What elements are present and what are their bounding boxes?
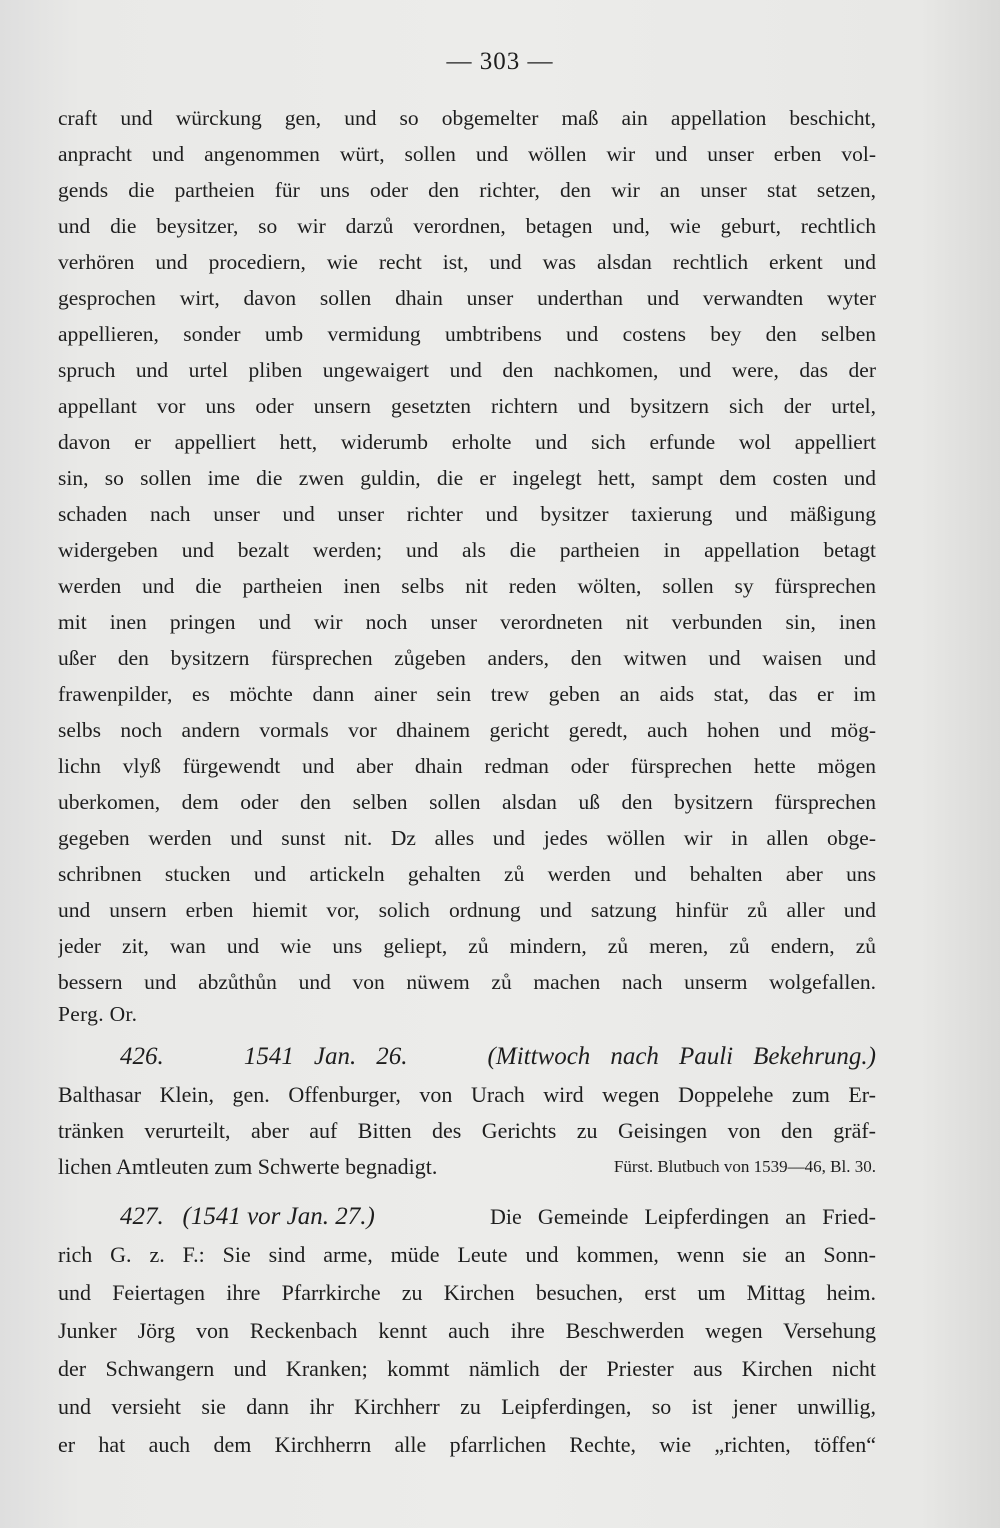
text-line: craft und würckung gen, und so obgemelter maß ain appellation beschicht, <box>58 106 876 130</box>
text-line: und versieht sie dann ihr Kirchherr zu Leipferdingen, so ist jener unwillig, <box>58 1394 876 1419</box>
source-note: Fürst. Blutbuch von 1539—46, Bl. 30. <box>613 1157 876 1176</box>
text-line: Balthasar Klein, gen. Offenburger, von Urach wird wegen Doppelehe zum Er- <box>58 1082 876 1107</box>
text-line: bessern und abzůthůn und von nüwem zů machen nach unserm wolgefallen. <box>58 970 876 994</box>
text-line: widergeben und bezalt werden; und als die partheien in appellation betagt <box>58 538 876 562</box>
text-line: werden und die partheien inen selbs nit reden wölten, sollen sy fürsprechen <box>58 574 876 598</box>
text-line: der Schwangern und Kranken; kommt nämlich der Priester aus Kirchen nicht <box>58 1356 876 1381</box>
text-line: er hat auch dem Kirchherrn alle pfarrlichen Rechte, wie „richten, töffen“ <box>58 1432 876 1457</box>
page-number: — 303 — <box>446 48 554 75</box>
text-line: frawenpilder, es möchte dann ainer sein trew geben an aids stat, das er im <box>58 682 876 706</box>
text-line: anpracht und angenommen würt, sollen und wöllen wir und unser erben vol- <box>58 142 876 166</box>
text-line: davon er appelliert hett, widerumb erholte und sich erfunde wol appelliert <box>58 430 876 454</box>
text-line: selbs noch andern vormals vor dhainem gericht geredt, auch hohen und mög- <box>58 718 876 742</box>
text-line: spruch und urtel pliben ungewaigert und den nachkomen, und were, das der <box>58 358 876 382</box>
text-line: gegeben werden und sunst nit. Dz alles und jedes wöllen wir in allen obge- <box>58 826 876 850</box>
entry-heading: 427. (1541 vor Jan. 27.) <box>120 1203 375 1230</box>
text-line: und Feiertagen ihre Pfarrkirche zu Kirchen besuchen, erst um Mittag heim. <box>58 1280 876 1305</box>
text-line: gends die partheien für uns oder den richter, den wir an unser stat setzen, <box>58 178 876 202</box>
text-line: uberkomen, dem oder den selben sollen alsdan uß den bysitzern fürsprechen <box>58 790 876 814</box>
text-line: jeder zit, wan und wie uns geliept, zů mindern, zů meren, zů endern, zů <box>58 934 876 958</box>
text-line: verhören und procediern, wie recht ist, und was alsdan rechtlich erkent und <box>58 250 876 274</box>
text-line: tränken verurteilt, aber auf Bitten des Gerichts zu Geisingen von den gräf- <box>58 1118 876 1143</box>
text-line: ußer den bysitzern fürsprechen zůgeben anders, den witwen und waisen und <box>58 646 876 670</box>
text-line: gesprochen wirt, davon sollen dhain unser underthan und verwandten wyter <box>58 286 876 310</box>
text-line: appellant vor uns oder unsern gesetzten richtern und bysitzern sich der urtel, <box>58 394 876 418</box>
text-line: sin, so sollen ime die zwen guldin, die er ingelegt hett, sampt dem costen und <box>58 466 876 490</box>
text-line: und unsern erben hiemit vor, solich ordnung und satzung hinfür zů aller und <box>58 898 876 922</box>
text-line: Die Gemeinde Leipferdingen an Fried- <box>490 1204 876 1229</box>
text-line: mit inen pringen und wir noch unser verordneten nit verbunden sin, inen <box>58 610 876 634</box>
text-line: appellieren, sonder umb vermidung umbtribens und costens bey den selben <box>58 322 876 346</box>
text-line: schaden nach unser und unser richter und bysitzer taxierung und mäßigung <box>58 502 876 526</box>
source-note: Perg. Or. <box>58 1002 138 1026</box>
text-line: schribnen stucken und artickeln gehalten zů werden und behalten aber uns <box>58 862 876 886</box>
text-line: und die beysitzer, so wir darzů verordnen, betagen und, wie geburt, rechtlich <box>58 214 876 238</box>
entry-heading: 426. 1541 Jan. 26. (Mittwoch nach Pauli Bekehrung.) <box>120 1043 876 1070</box>
text-line: rich G. z. F.: Sie sind arme, müde Leute und kommen, wenn sie an Sonn- <box>58 1242 876 1267</box>
text-line: Junker Jörg von Reckenbach kennt auch ihre Beschwerden wegen Versehung <box>58 1318 876 1343</box>
text-line: lichn vlyß fürgewendt und aber dhain redman oder fürsprechen hette mögen <box>58 754 876 778</box>
text-line: lichen Amtleuten zum Schwerte begnadigt. <box>58 1154 438 1179</box>
